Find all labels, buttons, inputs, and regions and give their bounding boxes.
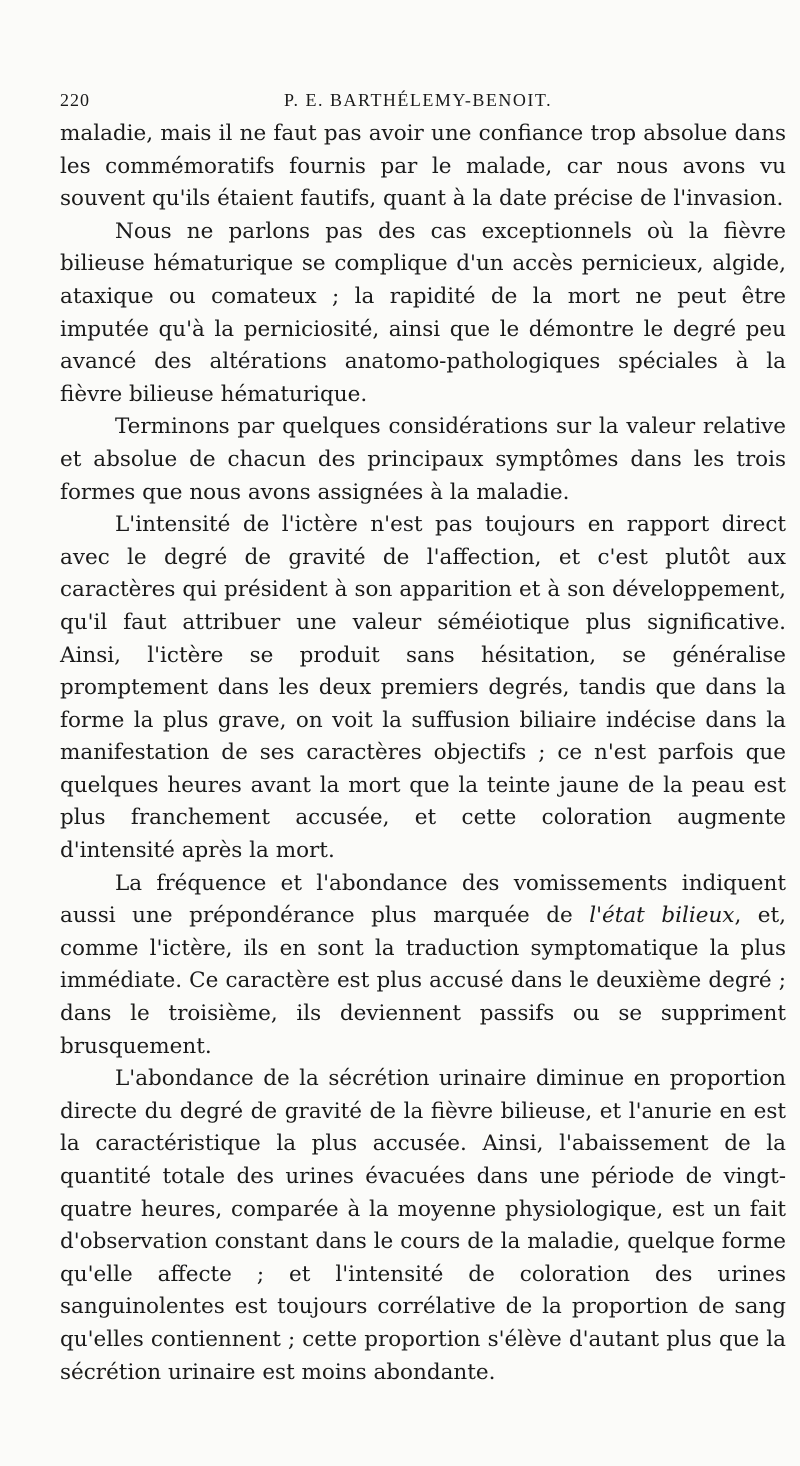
running-head: P. E. BARTHÉLEMY-BENOIT. bbox=[284, 90, 553, 110]
paragraph-vomiting-part2: , et, comme l'ictère, ils en sont la traduction symptomatique la plus immédiate. Ce caractère est plus accusé dans le deuxième degré ; dans le troisième, ils deviennent passifs ou se suppriment brusquement. bbox=[60, 903, 786, 1059]
page-number: 220 bbox=[60, 90, 90, 110]
paragraph-icterus: L'intensité de l'ictère n'est pas toujours en rapport direct avec le degré de gravité de l'affection, et c'est plutôt aux caractères qui président à son apparition et à son développement, qu'il faut attribuer une valeur séméiotique plus significative. Ainsi, l'ictère se produit sans hésitation, se généralise promptement dans les deux premiers degrés, tandis que dans la forme la plus grave, on voit la suffusion biliaire indécise dans la manifestation de ses caractères objectifs ; ce n'est parfois que quelques heures avant la mort que la teinte jaune de la peau est plus franchement accusée, et cette coloration augmente d'intensité après la mort. bbox=[60, 512, 786, 864]
paragraph-vomiting-part1: La fréquence et l'abondance des vomissements indiquent aussi une prépondérance plus marquée de bbox=[60, 870, 786, 929]
paragraph-continuation: maladie, mais il ne faut pas avoir une confiance trop absolue dans les commémoratifs fournis par le malade, car nous avons vu souvent qu'ils étaient fautifs, quant à la date précise de l'invasion. bbox=[60, 121, 786, 212]
paragraph-vomiting bbox=[60, 868, 786, 1064]
paragraph-pernicious: Nous ne parlons pas des cas exceptionnels où la fièvre bilieuse hématurique se complique d'un accès pernicieux, algide, ataxique ou comateux ; la rapidité de la mort ne peut être imputée qu'à la perniciosité, ainsi que le démontre le degré peu avancé des altérations anatomo-pathologiques spéciales à la fièvre bilieuse hématurique. bbox=[60, 218, 786, 407]
emphasis-etat-bilieux: l'état bilieux bbox=[589, 903, 735, 929]
paragraph-conclusion-intro: Terminons par quelques considérations sur la valeur relative et absolue de chacun des principaux symptômes dans les trois formes que nous avons assignées à la maladie. bbox=[60, 414, 786, 505]
body-text bbox=[60, 118, 786, 1389]
page-header bbox=[58, 86, 780, 116]
paragraph-urine: L'abondance de la sécrétion urinaire diminue en proportion directe du degré de gravité de la fièvre bilieuse, et l'anurie en est la caractéristique la plus accusée. Ainsi, l'abaissement de la quantité totale des urines évacuées dans une période de vingt-quatre heures, comparée à la moyenne physiologique, est un fait d'observation constant dans le cours de la maladie, quelque forme qu'elle affecte ; et l'intensité de coloration des urines sanguinolentes est toujours corrélative de la proportion de sang qu'elles contiennent ; cette proportion s'élève d'autant plus que la sécrétion urinaire est moins abondante. bbox=[60, 1066, 786, 1385]
